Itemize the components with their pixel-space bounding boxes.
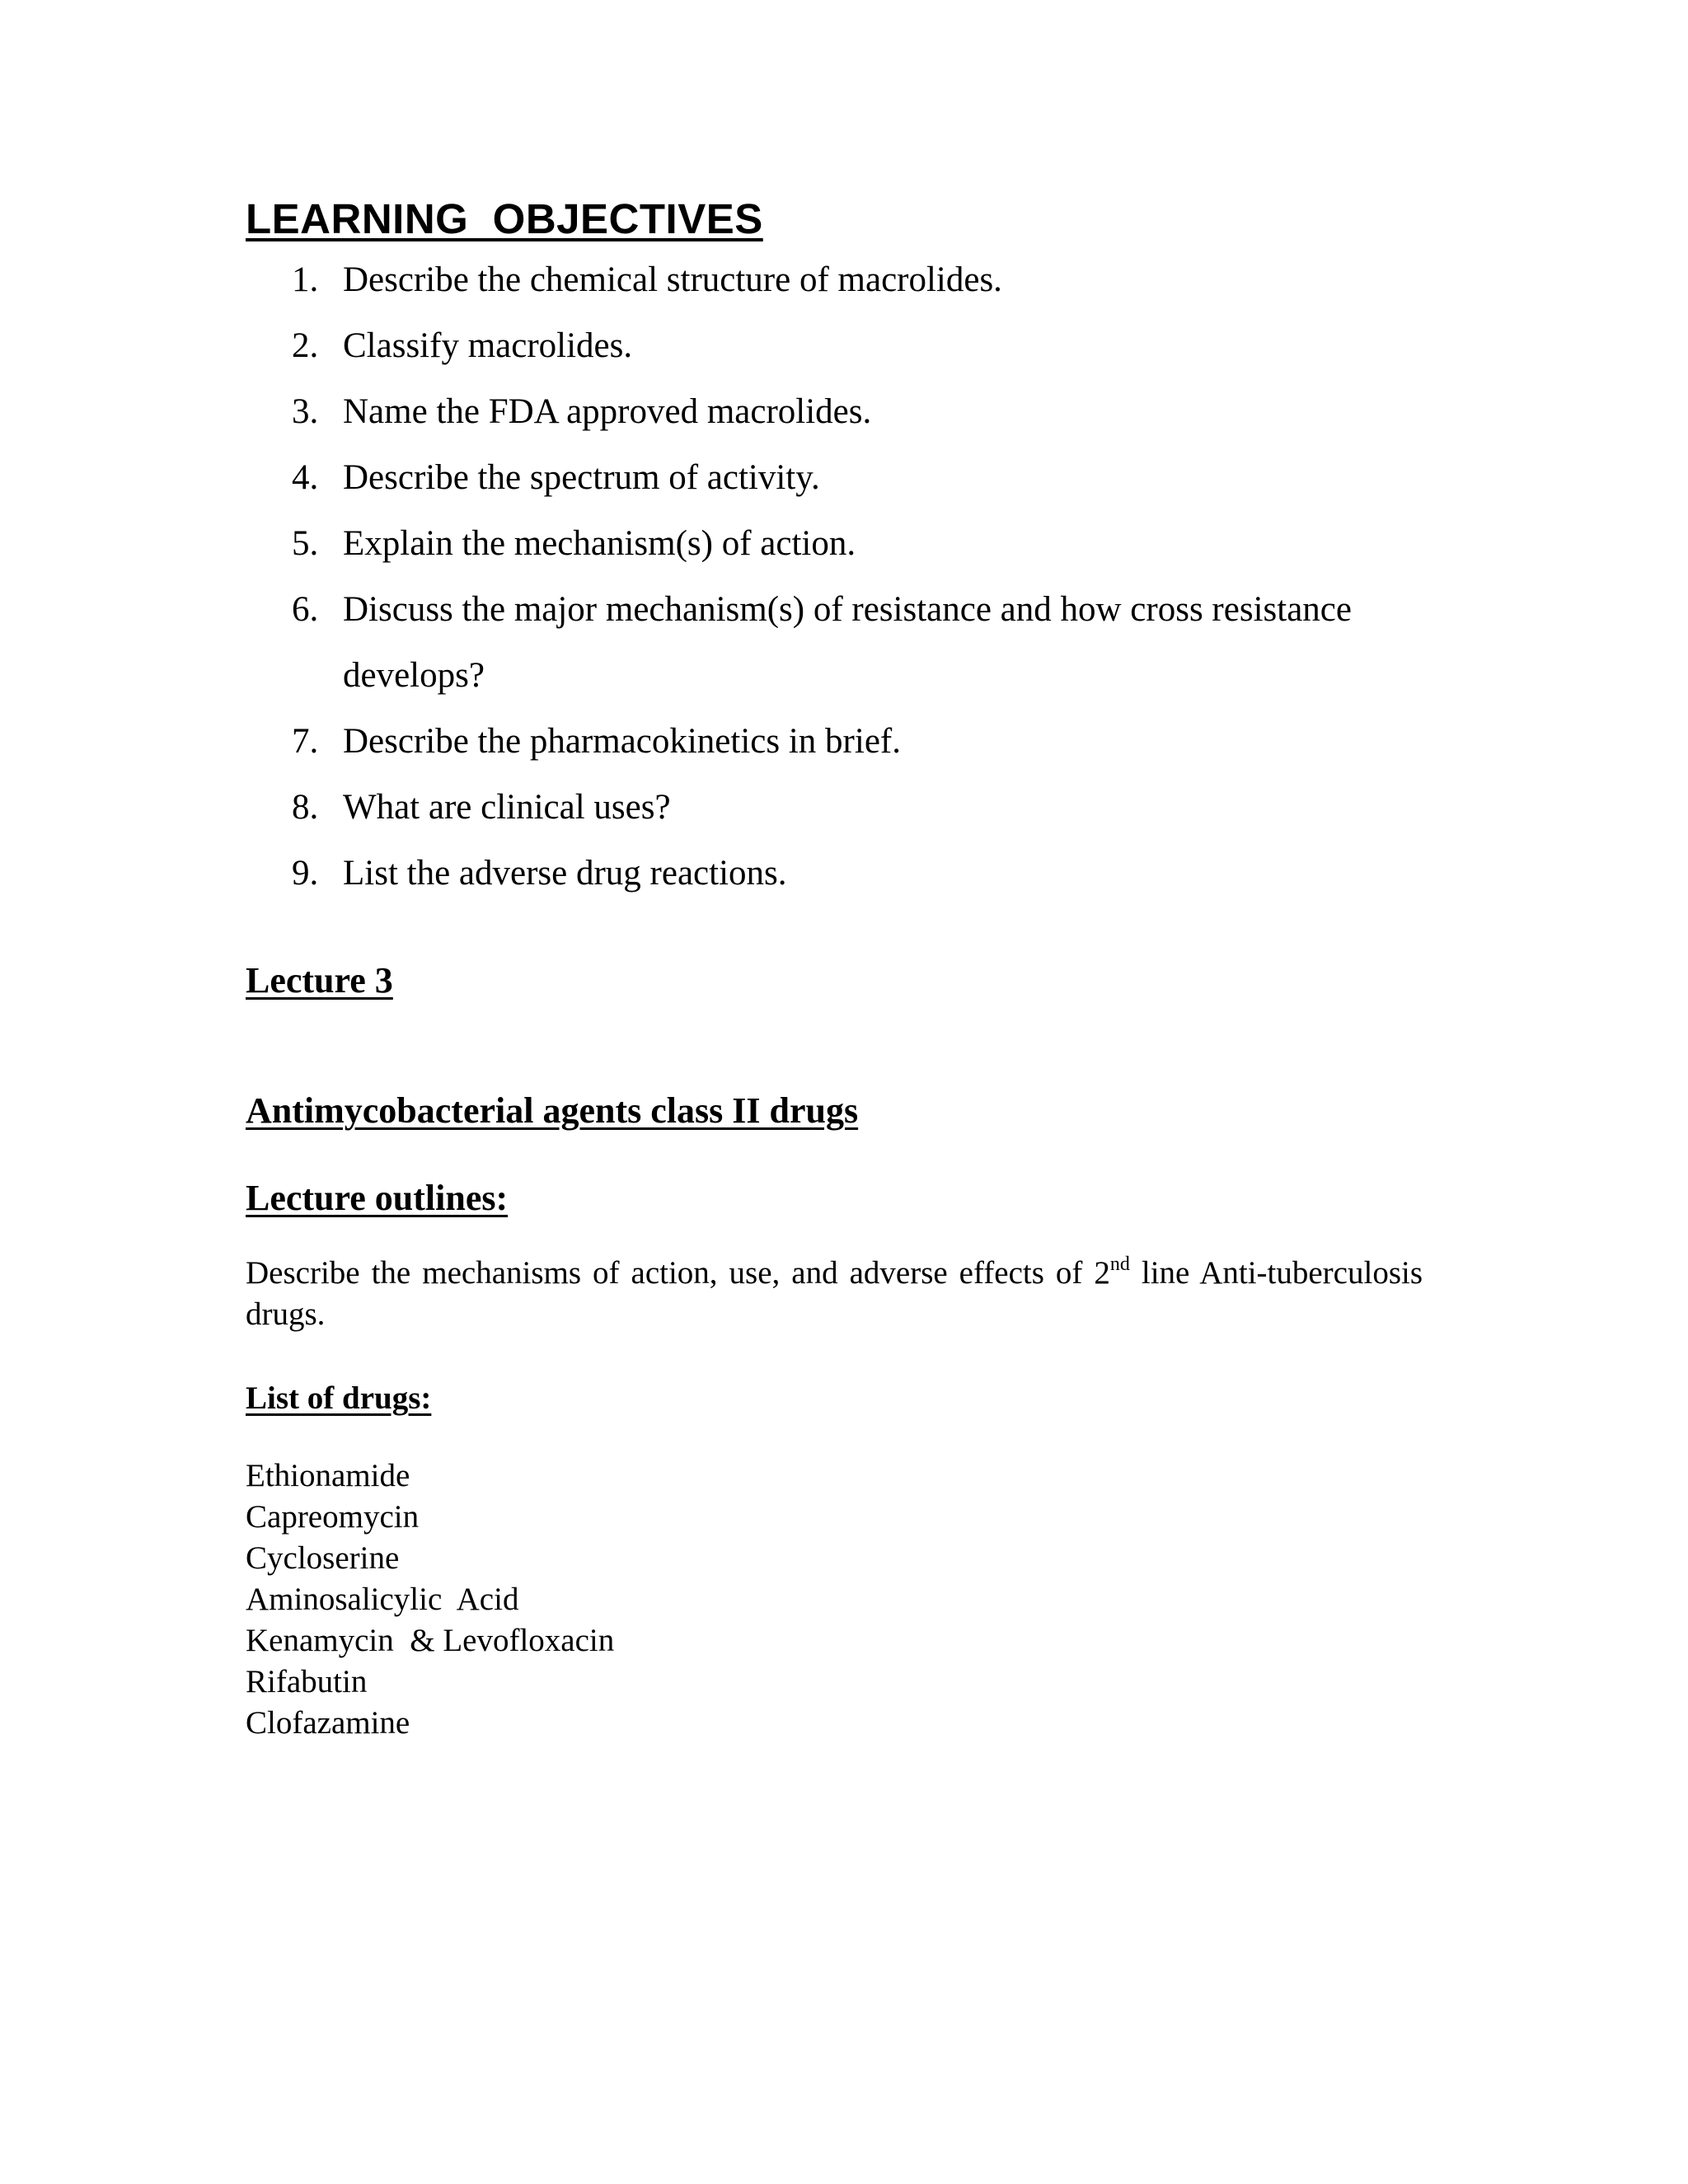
drug-list — [246, 1455, 614, 1744]
learning-objectives-list — [246, 247, 1482, 907]
lecture-outline-paragraph — [246, 1253, 1423, 1335]
lecture-topic-heading: Antimycobacterial agents class II drugs — [246, 1090, 859, 1131]
list-item — [246, 841, 1482, 907]
item-text: Describe the chemical structure of macrolides. — [343, 260, 1002, 299]
drug-list-heading: List of drugs: — [246, 1380, 432, 1416]
list-item — [246, 577, 1482, 709]
drug-item: Aminosalicylic Acid — [246, 1582, 519, 1617]
learning-objectives-heading: LEARNING OBJECTIVES — [246, 195, 763, 242]
list-item — [246, 379, 1482, 445]
item-text: Name the FDA approved macrolides. — [343, 392, 872, 431]
item-number: 9. — [292, 854, 319, 893]
list-item — [246, 445, 1482, 511]
item-text: Describe the pharmacokinetics in brief. — [343, 722, 901, 761]
list-item — [246, 709, 1482, 775]
item-number: 4. — [292, 458, 319, 497]
item-text: Classify macrolides. — [343, 326, 633, 365]
list-item — [246, 511, 1482, 577]
drug-item: Ethionamide — [246, 1458, 410, 1493]
drug-item: Cycloserine — [246, 1540, 400, 1576]
outline-text-end: line Anti-tuberculosis drugs. — [246, 1255, 1423, 1332]
item-number: 8. — [292, 788, 319, 827]
item-number: 5. — [292, 524, 319, 563]
drug-item: Rifabutin — [246, 1664, 368, 1699]
item-text: What are clinical uses? — [343, 788, 671, 827]
list-item — [246, 775, 1482, 841]
item-number: 2. — [292, 326, 319, 365]
item-number: 1. — [292, 260, 319, 299]
item-text: Discuss the major mechanism(s) of resistance and how cross resistance develops? — [343, 590, 1352, 695]
item-text: List the adverse drug reactions. — [343, 854, 787, 893]
lecture-number-heading: Lecture 3 — [246, 960, 393, 1001]
item-number: 7. — [292, 722, 319, 761]
item-number: 6. — [292, 590, 319, 629]
list-item — [246, 247, 1482, 313]
list-item — [246, 313, 1482, 379]
item-text: Explain the mechanism(s) of action. — [343, 524, 856, 563]
drug-item: Capreomycin — [246, 1499, 420, 1535]
outline-text-start: Describe the mechanisms of action, use, and adverse effects of 2 — [246, 1255, 1110, 1291]
lecture-outlines-heading: Lecture outlines: — [246, 1178, 509, 1218]
drug-item: Clofazamine — [246, 1705, 410, 1741]
item-text: Describe the spectrum of activity. — [343, 458, 820, 497]
ordinal-superscript: nd — [1109, 1254, 1130, 1275]
drug-item: Kenamycin & Levofloxacin — [246, 1623, 615, 1658]
item-number: 3. — [292, 392, 319, 431]
